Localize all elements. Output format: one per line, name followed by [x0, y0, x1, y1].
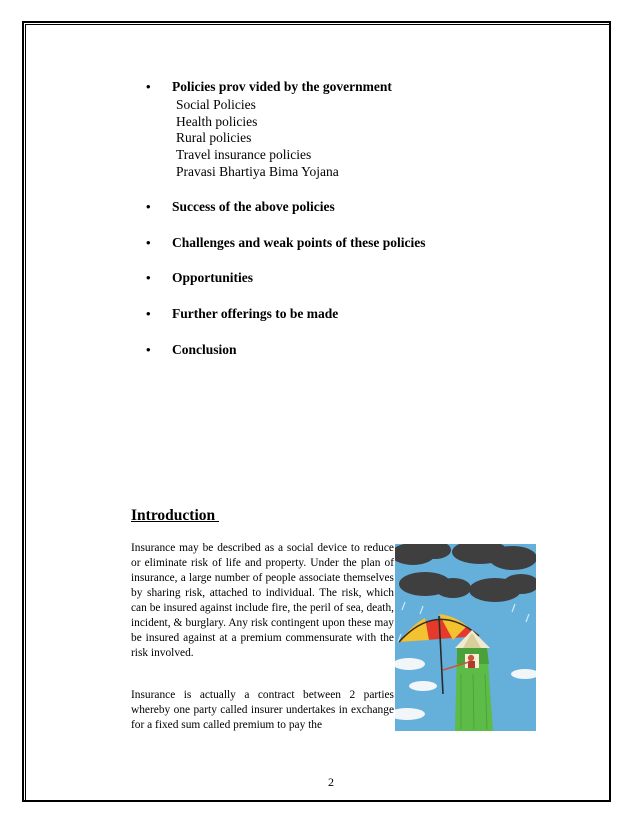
bullet-text: Policies prov vided by the government — [172, 79, 392, 94]
body-paragraph: Insurance may be described as a social device to reduce or eliminate risk of life and property. Under the plan of insurance, a large number of people associate themselves by sharing risk, attached to individual. The risk, which can be insured against include fire, the peril of sea, death, incident, & burglary. Any risk contingent upon these may be insured against at a premium commensurate with the risk involved. — [131, 542, 394, 659]
bullet-dot-icon: • — [146, 79, 151, 94]
bullet-dot-icon: • — [146, 342, 151, 357]
bullet-dot-icon: • — [146, 270, 151, 285]
page-number: 2 — [328, 775, 334, 789]
bullet-dot-icon: • — [146, 306, 151, 321]
bullet-dot-icon: • — [146, 199, 151, 214]
body-paragraph: Insurance is actually a contract between 2 parties whereby one party called insurer undertakes in exchange for a fixed sum called premium to pay the — [131, 689, 394, 731]
sub-item: Social Policies — [176, 97, 256, 112]
bullet-text: Further offerings to be made — [172, 306, 339, 321]
bullet-text: Challenges and weak points of these policies — [172, 235, 426, 250]
sub-item: Pravasi Bhartiya Bima Yojana — [176, 164, 339, 179]
bullet-text: Opportunities — [172, 270, 254, 285]
bullet-text: Conclusion — [172, 342, 237, 357]
umbrella-tower-illustration — [395, 544, 536, 731]
section-heading: Introduction — [131, 507, 219, 524]
bullet-text: Success of the above policies — [172, 199, 335, 214]
sub-item: Travel insurance policies — [176, 147, 312, 162]
sub-item: Health policies — [176, 114, 258, 129]
sub-item: Rural policies — [176, 130, 252, 145]
bullet-dot-icon: • — [146, 235, 151, 250]
